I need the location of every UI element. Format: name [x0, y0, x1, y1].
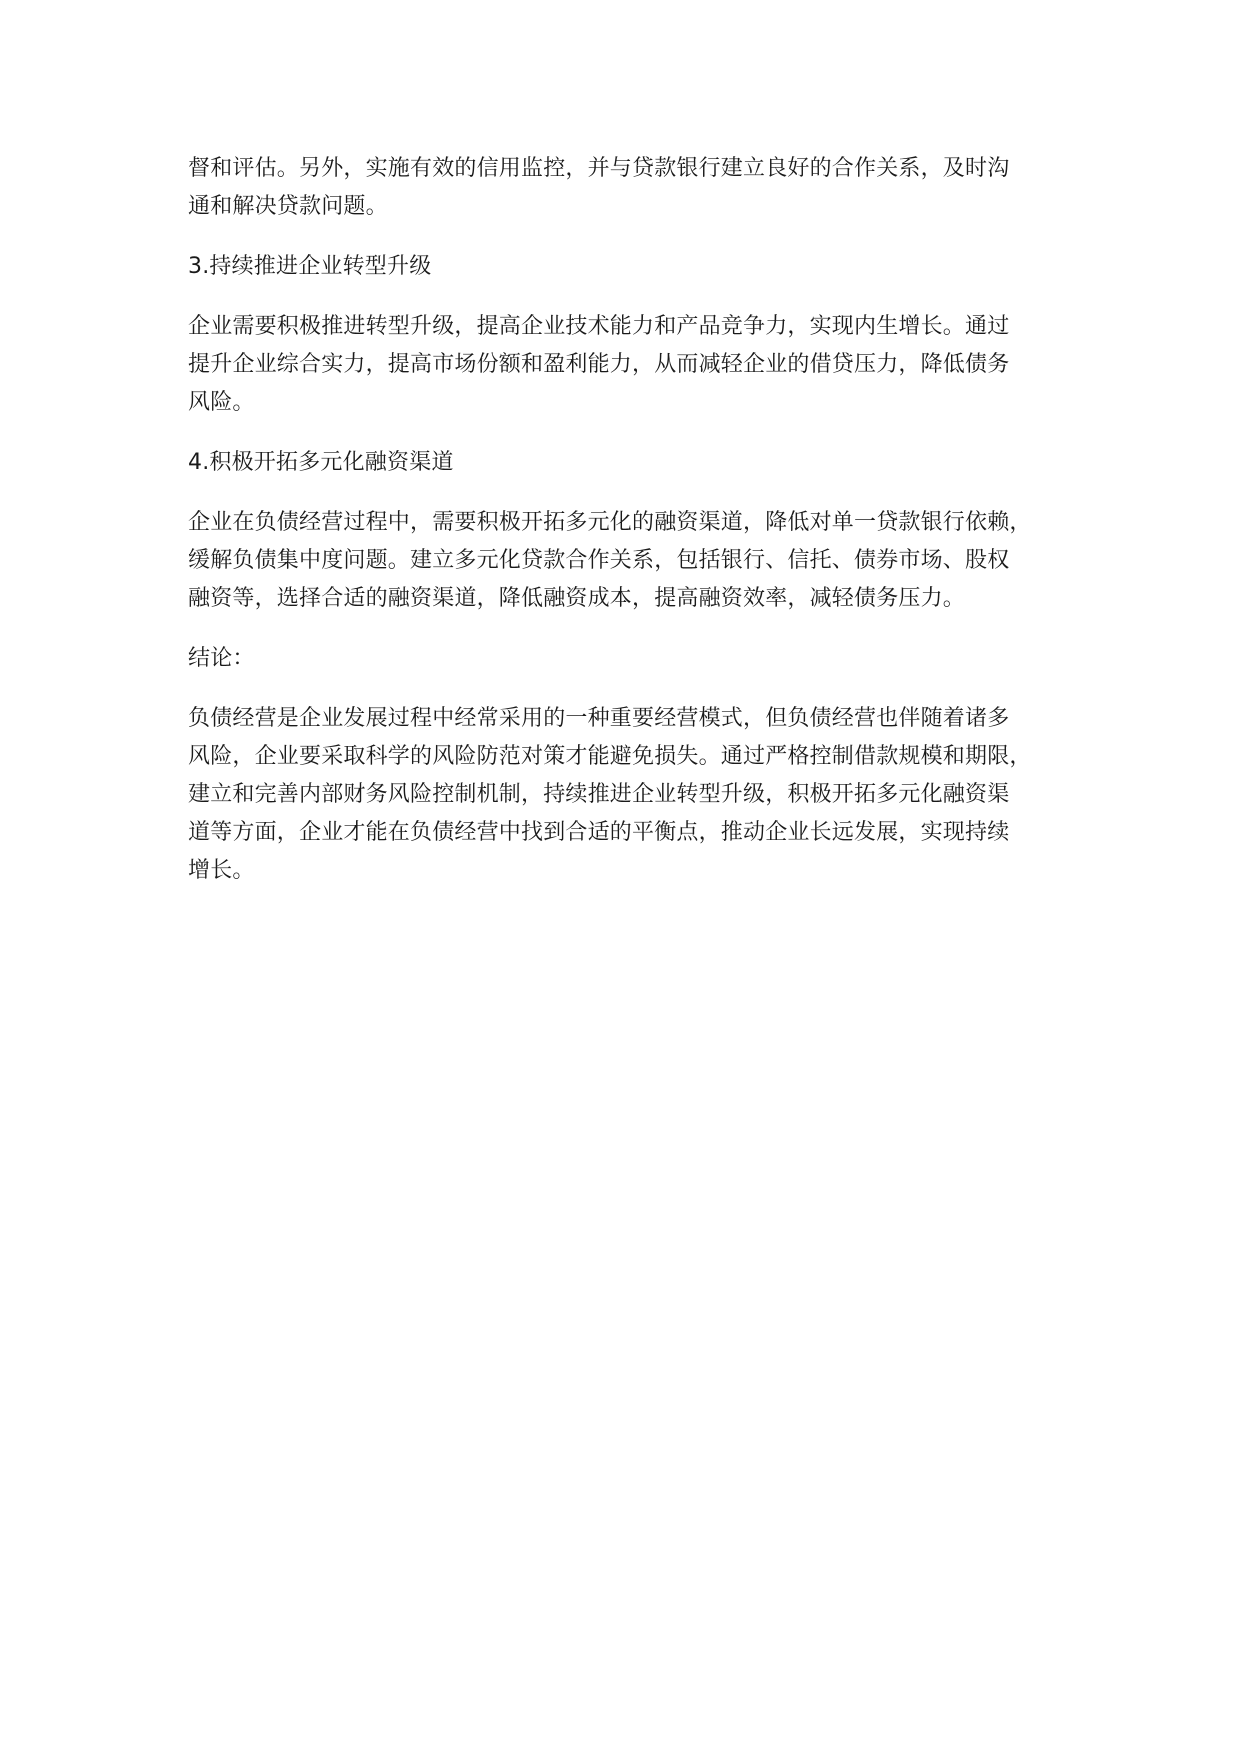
- section-heading-3: 3.持续推进企业转型升级: [188, 254, 432, 279]
- paragraph-line: 融资等，选择合适的融资渠道，降低融资成本，提高融资效率，减轻债务压力。: [188, 586, 966, 611]
- document-body: [188, 150, 1068, 912]
- paragraph-line: 缓解负债集中度问题。建立多元化贷款合作关系，包括银行、信托、债券市场、股权: [188, 548, 1010, 573]
- paragraph-conclusion: [188, 700, 1068, 890]
- paragraph-line: 通和解决贷款问题。: [188, 194, 388, 219]
- paragraph-line: 企业在负债经营过程中，需要积极开拓多元化的融资渠道，降低对单一贷款银行依赖，: [188, 510, 1032, 535]
- paragraph-line: 风险，企业要采取科学的风险防范对策才能避免损失。通过严格控制借款规模和期限，: [188, 744, 1032, 769]
- paragraph-credit-monitoring: [188, 150, 1068, 226]
- paragraph-line: 道等方面，企业才能在负债经营中找到合适的平衡点，推动企业长远发展，实现持续: [188, 820, 1010, 845]
- paragraph-line: 督和评估。另外，实施有效的信用监控，并与贷款银行建立良好的合作关系，及时沟: [188, 156, 1010, 181]
- paragraph-transformation: [188, 308, 1068, 422]
- paragraph-line: 建立和完善内部财务风险控制机制，持续推进企业转型升级，积极开拓多元化融资渠: [188, 782, 1010, 807]
- paragraph-line: 企业需要积极推进转型升级，提高企业技术能力和产品竞争力，实现内生增长。通过: [188, 314, 1010, 339]
- section-heading-4: 4.积极开拓多元化融资渠道: [188, 450, 454, 475]
- conclusion-heading: 结论：: [188, 646, 255, 671]
- paragraph-line: 增长。: [188, 858, 255, 883]
- paragraph-line: 风险。: [188, 390, 255, 415]
- paragraph-financing-channels: [188, 504, 1068, 618]
- paragraph-line: 提升企业综合实力，提高市场份额和盈利能力，从而减轻企业的借贷压力，降低债务: [188, 352, 1010, 377]
- paragraph-line: 负债经营是企业发展过程中经常采用的一种重要经营模式，但负债经营也伴随着诸多: [188, 706, 1010, 731]
